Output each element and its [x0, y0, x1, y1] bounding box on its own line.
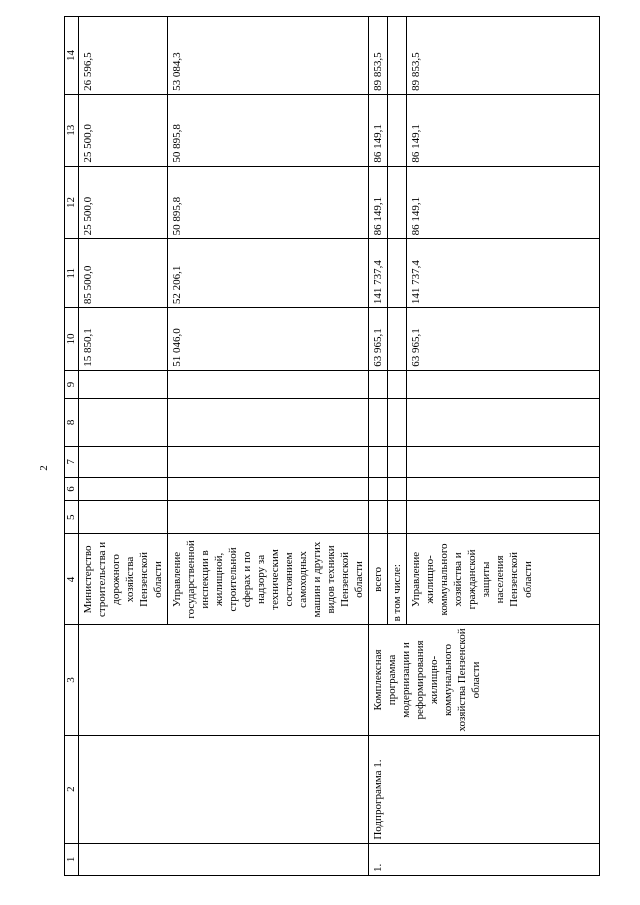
cell-value: 25 500,0 [79, 166, 168, 239]
col-header: 1 [65, 843, 79, 875]
cell-value: 26 596,5 [79, 17, 168, 95]
cell-value: 52 206,1 [168, 239, 369, 308]
cell-num [79, 843, 369, 875]
page-number: 2 [37, 465, 50, 471]
budget-table [64, 16, 600, 876]
cell-empty [79, 501, 168, 534]
cell-value: 85 500,0 [79, 239, 168, 308]
rotated-page [64, 16, 604, 876]
cell-value: 86 149,1 [407, 94, 600, 166]
cell-program [79, 625, 369, 735]
cell-value: 141 737,4 [407, 239, 600, 308]
col-header: 3 [65, 625, 79, 735]
cell-name: Подпрограмма 1. [369, 735, 600, 843]
cell-empty [388, 17, 407, 95]
cell-empty [168, 501, 369, 534]
cell-value: 50 895,8 [168, 166, 369, 239]
col-header: 14 [65, 17, 79, 95]
cell-value: 63 965,1 [369, 308, 388, 371]
table-row [369, 17, 388, 876]
cell-value: 63 965,1 [407, 308, 600, 371]
col-header: 12 [65, 166, 79, 239]
col-header: 9 [65, 370, 79, 398]
col-header: 5 [65, 501, 79, 534]
cell-executor: Управление государственной инспекции в жилищной, строительной сферах и по надзору за техническим состоянием самоходных машин и других видов техники Пензенской области [168, 534, 369, 625]
cell-empty [388, 501, 407, 534]
cell-value: 89 853,5 [369, 17, 388, 95]
cell-empty [168, 446, 369, 477]
col-header: 2 [65, 735, 79, 843]
cell-empty [407, 446, 600, 477]
col-header: 4 [65, 534, 79, 625]
cell-empty [168, 477, 369, 500]
table-row [79, 17, 168, 876]
cell-value: 86 149,1 [369, 166, 388, 239]
cell-value: 89 853,5 [407, 17, 600, 95]
cell-empty [369, 446, 388, 477]
cell-empty [388, 446, 407, 477]
cell-executor: всего [369, 534, 388, 625]
col-header: 13 [65, 94, 79, 166]
cell-empty [79, 399, 168, 446]
cell-empty [168, 399, 369, 446]
cell-empty [407, 399, 600, 446]
cell-empty [388, 399, 407, 446]
cell-empty [388, 308, 407, 371]
col-header: 6 [65, 477, 79, 500]
cell-empty [79, 446, 168, 477]
cell-empty [407, 477, 600, 500]
cell-empty [388, 370, 407, 398]
cell-empty [407, 370, 600, 398]
cell-empty [388, 239, 407, 308]
cell-value: 86 149,1 [407, 166, 600, 239]
cell-empty [79, 370, 168, 398]
cell-name [79, 735, 369, 843]
cell-empty [388, 166, 407, 239]
cell-empty [388, 477, 407, 500]
cell-value: 53 084,3 [168, 17, 369, 95]
cell-value: 86 149,1 [369, 94, 388, 166]
cell-executor: Управление жилищно-коммунального хозяйства и гражданской защиты населения Пензенской области [407, 534, 600, 625]
cell-executor: в том числе: [388, 534, 407, 625]
cell-value: 51 046,0 [168, 308, 369, 371]
cell-program: Комплексная программа модернизации и реформирования жилищно-коммунального хозяйства Пензенской области [369, 625, 600, 735]
cell-empty [369, 370, 388, 398]
cell-empty [407, 501, 600, 534]
cell-executor: Министерство строительства и дорожного хозяйства Пензенской области [79, 534, 168, 625]
cell-empty [168, 370, 369, 398]
col-header: 7 [65, 446, 79, 477]
col-header: 11 [65, 239, 79, 308]
header-row [65, 17, 79, 876]
cell-num: 1. [369, 843, 600, 875]
cell-value: 141 737,4 [369, 239, 388, 308]
cell-value: 25 500,0 [79, 94, 168, 166]
col-header: 8 [65, 399, 79, 446]
col-header: 10 [65, 308, 79, 371]
cell-empty [369, 477, 388, 500]
cell-empty [388, 94, 407, 166]
cell-empty [369, 501, 388, 534]
cell-value: 15 850,1 [79, 308, 168, 371]
cell-value: 50 895,8 [168, 94, 369, 166]
cell-empty [79, 477, 168, 500]
cell-empty [369, 399, 388, 446]
